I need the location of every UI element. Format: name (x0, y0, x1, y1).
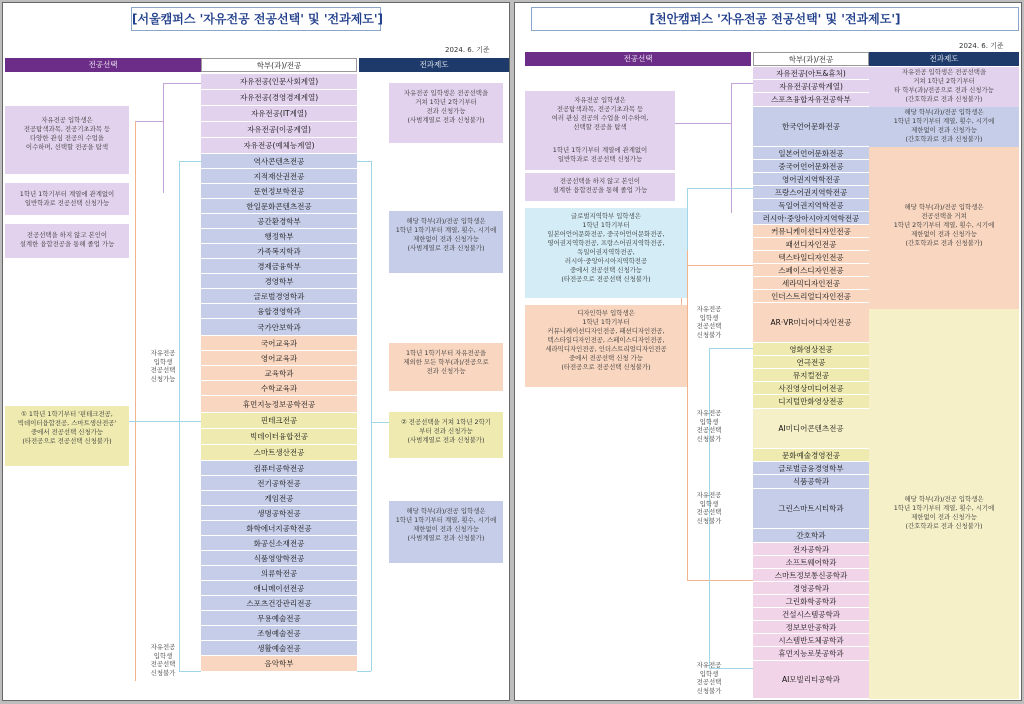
cheonan-department-row: 독일어권지역학전공 (753, 199, 869, 212)
cheonan-department-row: 시스템반도체공학과 (753, 634, 869, 647)
cheonan-convergence-note: 전공선택을 하지 않고 본인이 설계한 융합전공을 통해 졸업 가능 (525, 173, 675, 201)
seoul-department-row: 휴먼지능정보공학전공 (201, 396, 357, 413)
cheonan-department-row: 커뮤니케이션디자인전공 (753, 225, 869, 238)
cheonan-select-blocked-label: 자유전공 입학생 전공선택 신청불가 (696, 661, 722, 695)
connector-line (163, 83, 203, 84)
cheonan-department-row: 소프트웨어학과 (753, 556, 869, 569)
seoul-header-transfer: 전과제도 (359, 58, 509, 72)
seoul-department-row: 영어교육과 (201, 351, 357, 366)
cheonan-select-blocked-label: 자유전공 입학생 전공선택 신청불가 (696, 409, 722, 443)
cheonan-department-row: 그린스마트시티학과 (753, 489, 869, 529)
cheonan-department-row: 문화예술경영전공 (753, 449, 869, 462)
seoul-department-row: 핀테크전공 (201, 413, 357, 429)
cheonan-department-row: 뮤지컬전공 (753, 369, 869, 382)
cheonan-as-of: 2024. 6. 기준 (959, 42, 1004, 50)
cheonan-title: [천안캠퍼스 '자유전공 전공선택' 및 '전과제도'] (531, 7, 1019, 31)
seoul-department-row: 글로벌경영학과 (201, 289, 357, 304)
connector-line (681, 265, 753, 266)
connector-line (731, 83, 732, 213)
cheonan-global-area-note: 글로벌지역학부 입학생은 1학년 1학기부터 일본어언어문화전공, 중국어언어문화전공, 영어권지역학전공, 프랑스어권지역학전공, 독일어권지역학전공, 러시아·중앙아시아지역학전공 중에서 전공선택 신청가능 (타전공으로 전공선택 신청불가) (525, 208, 687, 298)
cheonan-department-row: 정보보안공학과 (753, 621, 869, 634)
cheonan-transfer-note-3: 해당 학부(과)/전공 입학생은 전공선택을 거쳐 1학년 2학기부터 계열, 횟수, 시기에 제한없이 전과 신청가능 (간호학과로 전과 신청불가) (869, 147, 1019, 309)
cheonan-department-row: 러시아·중앙아시아지역학전공 (753, 212, 869, 225)
cheonan-department-row: 그린화학공학과 (753, 595, 869, 608)
seoul-select-allowed-label: 자유전공 입학생 전공선택 신청가능 (150, 349, 176, 383)
cheonan-department-row: 세라믹디자인전공 (753, 277, 869, 290)
seoul-as-of: 2024. 6. 기준 (445, 46, 490, 54)
seoul-department-row: 가족복지학과 (201, 244, 357, 259)
seoul-header-major-select: 전공선택 (5, 58, 201, 72)
seoul-department-row: 화공신소재전공 (201, 536, 357, 551)
cheonan-department-row: 건설시스템공학과 (753, 608, 869, 621)
connector-line (371, 161, 372, 671)
seoul-department-row: 전기공학전공 (201, 476, 357, 491)
cheonan-select-blocked-label: 자유전공 입학생 전공선택 신청불가 (696, 491, 722, 525)
seoul-department-row: 스마트생산전공 (201, 445, 357, 461)
connector-line (731, 83, 753, 84)
cheonan-department-row: 스마트정보통신공학과 (753, 569, 869, 582)
seoul-transfer-note-1: 자유전공 입학생은 전공선택을 거쳐 1학년 2학기부터 전과 신청가능 (사범계열로 전과 신청불가) (389, 83, 503, 143)
cheonan-department-row: 스페이스디자인전공 (753, 264, 869, 277)
cheonan-general-select-note: 1학년 1학기부터 계열에 관계없이 일반학과로 전공선택 신청가능 (525, 142, 675, 170)
cheonan-design-note: 디자인학부 입학생은 1학년 1학기부터 커뮤니케이션디자인전공, 패션디자인전공, 텍스타일디자인전공, 스페이스디자인전공, 세라믹디자인전공, 인더스트리얼디자인전공 중에서 전공선택 신청 가능 (타전공으로 전공선택 신청불가) (525, 305, 687, 387)
seoul-free-major-row: 자유전공(경영경제계열) (201, 90, 357, 106)
seoul-title: [서울캠퍼스 '자유전공 전공선택' 및 '전과제도'] (131, 7, 381, 31)
connector-line (687, 188, 688, 250)
seoul-department-row: 공간환경학부 (201, 214, 357, 229)
cheonan-header-transfer: 전과제도 (869, 52, 1019, 66)
seoul-department-row: 생명공학전공 (201, 506, 357, 521)
cheonan-department-row: 경영공학과 (753, 582, 869, 595)
cheonan-department-row: 중국어언어문화전공 (753, 160, 869, 173)
seoul-transfer-note-5: 해당 학부(과)/전공 입학생은 1학년 1학기부터 계열, 횟수, 시기에 제한없이 전과 신청가능 (사범계열로 전과 신청불가) (389, 501, 503, 563)
cheonan-department-row: AR·VR미디어디자인전공 (753, 303, 869, 343)
cheonan-free-major-explore-note: 자유전공 입학생은 전공탐색과목, 전공기초과목 등 여러 관심 전공의 수업을 이수하여, 선택할 전공을 탐색 (525, 91, 675, 143)
cheonan-header-major-select: 전공선택 (525, 52, 751, 66)
seoul-free-major-row: 자유전공(이공계열) (201, 122, 357, 138)
cheonan-department-row: 연극전공 (753, 356, 869, 369)
connector-line (135, 121, 163, 122)
seoul-convergence-note: 전공선택을 하지 않고 본인이 설계한 융합전공을 통해 졸업 가능 (5, 224, 129, 258)
cheonan-department-row: 사진영상미디어전공 (753, 382, 869, 395)
cheonan-transfer-note-4: 해당 학부(과)/전공 입학생은 1학년 1학기부터 계열, 횟수, 시기에 제한없이 전과 신청가능 (간호학과로 전과 신청불가) (869, 309, 1019, 699)
seoul-department-row: 의류학전공 (201, 566, 357, 581)
seoul-department-row: 국어교육과 (201, 336, 357, 351)
cheonan-free-major-row: 자유전공(공학계열) (753, 80, 869, 93)
cheonan-department-row: 글로벌금융경영학부 (753, 462, 869, 475)
seoul-department-row: 생활예술전공 (201, 641, 357, 656)
seoul-free-major-row: 자유전공(예체능계열) (201, 138, 357, 154)
connector-line (163, 83, 164, 193)
cheonan-free-major-row: 스포츠융합자유전공학부 (753, 93, 869, 107)
seoul-transfer-note-4: ② 전공선택을 거쳐 1학년 2학기 부터 전과 신청가능 (사범계열로 전과 신청불가) (389, 412, 503, 458)
connector-line (179, 161, 201, 162)
cheonan-department-row: 일본어언어문화전공 (753, 147, 869, 160)
cheonan-department-row: 한국언어문화전공 (753, 107, 869, 147)
seoul-free-major-explore-note: 자유전공 입학생은 전공탐색과목, 전공기초과목 등 다양한 관심 전공의 수업을 이수하며, 선택할 전공을 탐색 (5, 106, 129, 174)
connector-line (357, 161, 371, 162)
connector-line (371, 422, 389, 423)
seoul-department-row: 화학에너지공학전공 (201, 521, 357, 536)
connector-line (687, 188, 753, 189)
seoul-header-department: 학부(과)/전공 (201, 58, 357, 72)
cheonan-department-row: 디지털만화영상전공 (753, 395, 869, 409)
cheonan-free-major-row: 자유전공(아트&휴처) (753, 67, 869, 80)
seoul-note-1: ① 1학년 1학기부터 '핀테크전공, 빅데이터융합전공, 스마트생산전공' 중에서 전공선택 신청가능 (타전공으로 전공선택 신청불가) (5, 406, 129, 466)
seoul-department-row: 한일문화콘텐츠전공 (201, 199, 357, 214)
cheonan-department-row: 간호학과 (753, 529, 869, 543)
connector-line (709, 348, 753, 349)
seoul-transfer-note-3: 1학년 1학기부터 자유전공을 제외한 모든 학부(과)/전공으로 전과 신청가능 (389, 343, 503, 391)
seoul-department-row: 융합경영학과 (201, 304, 357, 319)
cheonan-department-row: 텍스타일디자인전공 (753, 251, 869, 264)
connector-line (687, 580, 753, 581)
seoul-department-row: 애니메이션전공 (201, 581, 357, 596)
connector-line (675, 123, 731, 124)
seoul-department-row: 국가안보학과 (201, 319, 357, 336)
cheonan-department-row: 전자공학과 (753, 543, 869, 556)
cheonan-department-row: 인더스트리얼디자인전공 (753, 290, 869, 303)
seoul-department-row: 문헌정보학전공 (201, 184, 357, 199)
seoul-department-row: 게임전공 (201, 491, 357, 506)
cheonan-department-row: 패션디자인전공 (753, 238, 869, 251)
seoul-department-row: 음악학부 (201, 656, 357, 672)
seoul-department-row: 식품영양학전공 (201, 551, 357, 566)
connector-line (129, 421, 201, 422)
cheonan-select-blocked-label: 자유전공 입학생 전공선택 신청불가 (696, 305, 722, 339)
cheonan-department-row: 프랑스어권지역학전공 (753, 186, 869, 199)
seoul-department-row: 스포츠건강관리전공 (201, 596, 357, 611)
seoul-department-row: 조형예술전공 (201, 626, 357, 641)
seoul-free-major-row: 자유전공(인문사회계열) (201, 74, 357, 90)
connector-line (357, 671, 371, 672)
seoul-department-row: 무용예술전공 (201, 611, 357, 626)
seoul-department-row: 경영학부 (201, 274, 357, 289)
connector-line (135, 121, 136, 681)
seoul-department-row: 지적재산권전공 (201, 169, 357, 184)
cheonan-department-row: 휴먼지능로봇공학과 (753, 647, 869, 661)
cheonan-department-row: AI미디어콘텐츠전공 (753, 409, 869, 449)
cheonan-panel (514, 2, 1022, 701)
connector-line (179, 161, 180, 671)
seoul-select-blocked-label: 자유전공 입학생 전공선택 신청불가 (150, 643, 176, 677)
seoul-transfer-note-2: 해당 학부(과)/전공 입학생은 1학년 1학기부터 계열, 횟수, 시기에 제한없이 전과 신청가능 (사범계열로 전과 신청불가) (389, 211, 503, 273)
cheonan-department-row: 영어권지역학전공 (753, 173, 869, 186)
seoul-department-row: 역사콘텐츠전공 (201, 154, 357, 169)
seoul-department-row: 행정학부 (201, 229, 357, 244)
cheonan-transfer-note-2: 해당 학부(과)/전공 입학생은 1학년 1학기부터 계열, 횟수, 시기에 제한없이 전과 신청가능 (간호학과로 전과 신청불가) (869, 107, 1019, 147)
seoul-department-row: 교육학과 (201, 366, 357, 381)
cheonan-department-row: 영화영상전공 (753, 343, 869, 356)
seoul-department-row: 경제금융학부 (201, 259, 357, 274)
seoul-department-row: 빅데이터융합전공 (201, 429, 357, 445)
cheonan-department-row: 식품공학과 (753, 475, 869, 489)
cheonan-header-department: 학부(과)/전공 (753, 52, 869, 66)
seoul-panel (2, 2, 510, 701)
seoul-department-row: 컴퓨터공학전공 (201, 461, 357, 476)
seoul-general-select-note: 1학년 1학기부터 계열에 관계없이 일반학과로 전공선택 신청가능 (5, 183, 129, 215)
seoul-free-major-row: 자유전공(IT계열) (201, 106, 357, 122)
cheonan-transfer-note-1: 자유전공 입학생은 전공선택을 거쳐 1학년 2학기부터 타 학부(과)/전공으로 전과 신청가능 (간호학과로 전과 신청불가) (869, 67, 1019, 107)
seoul-department-row: 수학교육과 (201, 381, 357, 396)
cheonan-department-row: AI모빌리티공학과 (753, 661, 869, 699)
